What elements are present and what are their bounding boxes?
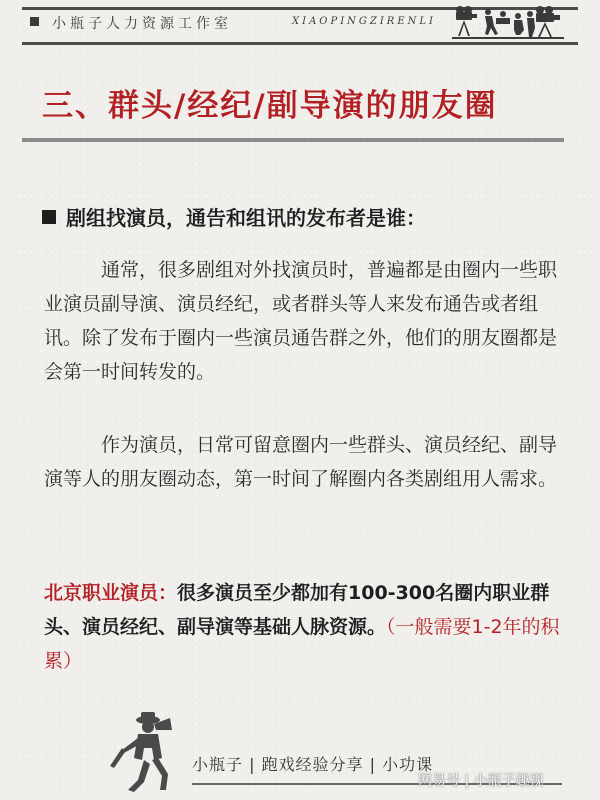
bullet-square-icon [42, 210, 56, 224]
studio-pinyin: XIAOPINGZIRENLI [292, 16, 436, 27]
beijing-actor-paragraph [44, 576, 564, 678]
paragraph-1-text: 通常，很多剧组对外找演员时，普遍都是由圈内一些职业演员副导演、演员经纪，或者群头等人来发布通告或者组讯。除了发布于圈内一些演员通告群之外，他们的朋友圈都是会第一时间转发的。 [44, 259, 558, 383]
paragraph-2 [44, 428, 564, 496]
title-underline [22, 138, 564, 142]
header-square-icon [30, 17, 39, 26]
paragraph-2-text: 作为演员，日常可留意圈内一些群头、演员经纪、副导演等人的朋友圈动态，第一时间了解圈内各类剧组用人需求。 [44, 434, 558, 490]
beijing-label: 北京职业演员： [44, 582, 178, 604]
paragraph-1 [44, 253, 564, 389]
studio-name: 小瓶子人力资源工作室 [52, 16, 232, 32]
header-bottom-line [22, 42, 578, 45]
watermark: 网易号 | 小瓶子趣视 [418, 773, 544, 789]
footer-slogan: 小瓶子 | 跑戏经验分享 | 小功课 [192, 755, 434, 774]
beijing-note: （一般需要1-2年的积累） [44, 616, 560, 672]
section-heading: 剧组找演员，通告和组讯的发布者是谁： [66, 206, 426, 230]
director-megaphone-icon [108, 710, 184, 794]
page-title: 三、群头/经纪/副导演的朋友圈 [42, 88, 498, 124]
film-crew-silhouette-icon [452, 4, 564, 40]
beijing-text: 很多演员至少都加有100-300名圈内职业群头、演员经纪、副导演等基础人脉资源。 [44, 582, 550, 638]
